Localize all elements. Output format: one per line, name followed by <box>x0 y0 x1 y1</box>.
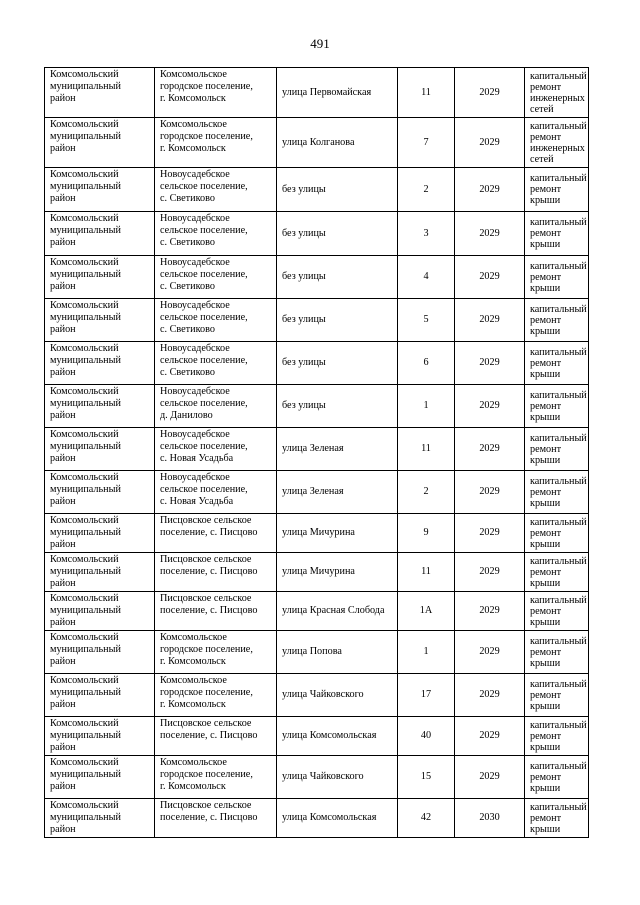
street-cell: без улицы <box>277 212 398 256</box>
house-number-cell: 11 <box>398 553 455 592</box>
year-cell: 2029 <box>455 553 525 592</box>
district-cell: Комсомольский муниципальный район <box>45 553 155 592</box>
house-number-cell: 5 <box>398 299 455 342</box>
street-cell: улица Комсомольская <box>277 799 398 838</box>
street-cell: улица Первомайская <box>277 68 398 118</box>
district-cell: Комсомольский муниципальный район <box>45 299 155 342</box>
year-cell: 2029 <box>455 118 525 168</box>
year-cell: 2029 <box>455 256 525 299</box>
settlement-cell: Комсомольское городское поселение, г. Комсомольск <box>155 756 277 799</box>
work-type-cell: капитальный ремонт крыши <box>525 514 589 553</box>
street-cell: без улицы <box>277 168 398 212</box>
table-row <box>45 471 589 514</box>
house-number-cell: 11 <box>398 68 455 118</box>
street-cell: улица Комсомольская <box>277 717 398 756</box>
work-type-cell: капитальный ремонт крыши <box>525 168 589 212</box>
settlement-cell: Писцовское сельское поселение, с. Писцово <box>155 514 277 553</box>
house-number-cell: 17 <box>398 674 455 717</box>
work-type-cell: капитальный ремонт крыши <box>525 471 589 514</box>
street-cell: без улицы <box>277 299 398 342</box>
settlement-cell: Новоусадебское сельское поселение, с. Светиково <box>155 342 277 385</box>
table-row <box>45 299 589 342</box>
district-cell: Комсомольский муниципальный район <box>45 674 155 717</box>
work-type-cell: капитальный ремонт крыши <box>525 342 589 385</box>
table-row <box>45 428 589 471</box>
street-cell: улица Мичурина <box>277 553 398 592</box>
settlement-cell: Комсомольское городское поселение, г. Комсомольск <box>155 68 277 118</box>
street-cell: без улицы <box>277 342 398 385</box>
work-type-cell: капитальный ремонт крыши <box>525 717 589 756</box>
table-row <box>45 342 589 385</box>
district-cell: Комсомольский муниципальный район <box>45 256 155 299</box>
settlement-cell: Новоусадебское сельское поселение, с. Светиково <box>155 299 277 342</box>
district-cell: Комсомольский муниципальный район <box>45 68 155 118</box>
street-cell: улица Мичурина <box>277 514 398 553</box>
street-cell: улица Зеленая <box>277 471 398 514</box>
settlement-cell: Комсомольское городское поселение, г. Комсомольск <box>155 118 277 168</box>
year-cell: 2029 <box>455 631 525 674</box>
table-row <box>45 212 589 256</box>
year-cell: 2029 <box>455 428 525 471</box>
table-row <box>45 256 589 299</box>
table-row <box>45 756 589 799</box>
settlement-cell: Писцовское сельское поселение, с. Писцово <box>155 799 277 838</box>
year-cell: 2029 <box>455 212 525 256</box>
house-number-cell: 42 <box>398 799 455 838</box>
table-row <box>45 674 589 717</box>
work-type-cell: капитальный ремонт крыши <box>525 256 589 299</box>
street-cell: без улицы <box>277 385 398 428</box>
registry-table <box>44 67 589 838</box>
year-cell: 2029 <box>455 514 525 553</box>
district-cell: Комсомольский муниципальный район <box>45 631 155 674</box>
registry-table-body <box>45 68 589 838</box>
table-row <box>45 717 589 756</box>
street-cell: улица Чайковского <box>277 756 398 799</box>
year-cell: 2029 <box>455 342 525 385</box>
house-number-cell: 4 <box>398 256 455 299</box>
year-cell: 2030 <box>455 799 525 838</box>
year-cell: 2029 <box>455 68 525 118</box>
work-type-cell: капитальный ремонт крыши <box>525 553 589 592</box>
settlement-cell: Писцовское сельское поселение, с. Писцово <box>155 717 277 756</box>
work-type-cell: капитальный ремонт крыши <box>525 212 589 256</box>
house-number-cell: 9 <box>398 514 455 553</box>
settlement-cell: Новоусадебское сельское поселение, с. Светиково <box>155 168 277 212</box>
year-cell: 2029 <box>455 756 525 799</box>
district-cell: Комсомольский муниципальный район <box>45 717 155 756</box>
table-row <box>45 799 589 838</box>
year-cell: 2029 <box>455 471 525 514</box>
district-cell: Комсомольский муниципальный район <box>45 514 155 553</box>
year-cell: 2029 <box>455 385 525 428</box>
work-type-cell: капитальный ремонт инженерных сетей <box>525 68 589 118</box>
table-row <box>45 553 589 592</box>
settlement-cell: Новоусадебское сельское поселение, с. Светиково <box>155 212 277 256</box>
district-cell: Комсомольский муниципальный район <box>45 212 155 256</box>
district-cell: Комсомольский муниципальный район <box>45 756 155 799</box>
work-type-cell: капитальный ремонт крыши <box>525 631 589 674</box>
settlement-cell: Писцовское сельское поселение, с. Писцово <box>155 553 277 592</box>
house-number-cell: 15 <box>398 756 455 799</box>
work-type-cell: капитальный ремонт крыши <box>525 756 589 799</box>
house-number-cell: 7 <box>398 118 455 168</box>
work-type-cell: капитальный ремонт крыши <box>525 428 589 471</box>
year-cell: 2029 <box>455 299 525 342</box>
table-row <box>45 514 589 553</box>
house-number-cell: 2 <box>398 168 455 212</box>
settlement-cell: Писцовское сельское поселение, с. Писцово <box>155 592 277 631</box>
house-number-cell: 1 <box>398 385 455 428</box>
settlement-cell: Новоусадебское сельское поселение, с. Новая Усадьба <box>155 428 277 471</box>
work-type-cell: капитальный ремонт крыши <box>525 799 589 838</box>
table-row <box>45 592 589 631</box>
page-number: 491 <box>310 36 330 51</box>
district-cell: Комсомольский муниципальный район <box>45 118 155 168</box>
district-cell: Комсомольский муниципальный район <box>45 471 155 514</box>
street-cell: улица Чайковского <box>277 674 398 717</box>
house-number-cell: 1 <box>398 631 455 674</box>
house-number-cell: 3 <box>398 212 455 256</box>
district-cell: Комсомольский муниципальный район <box>45 168 155 212</box>
street-cell: улица Колганова <box>277 118 398 168</box>
street-cell: улица Зеленая <box>277 428 398 471</box>
house-number-cell: 2 <box>398 471 455 514</box>
street-cell: без улицы <box>277 256 398 299</box>
table-row <box>45 385 589 428</box>
district-cell: Комсомольский муниципальный район <box>45 385 155 428</box>
settlement-cell: Комсомольское городское поселение, г. Комсомольск <box>155 674 277 717</box>
district-cell: Комсомольский муниципальный район <box>45 592 155 631</box>
street-cell: улица Красная Слобода <box>277 592 398 631</box>
district-cell: Комсомольский муниципальный район <box>45 428 155 471</box>
work-type-cell: капитальный ремонт инженерных сетей <box>525 118 589 168</box>
table-row <box>45 168 589 212</box>
work-type-cell: капитальный ремонт крыши <box>525 299 589 342</box>
house-number-cell: 1А <box>398 592 455 631</box>
year-cell: 2029 <box>455 168 525 212</box>
settlement-cell: Новоусадебское сельское поселение, с. Светиково <box>155 256 277 299</box>
year-cell: 2029 <box>455 592 525 631</box>
settlement-cell: Комсомольское городское поселение, г. Комсомольск <box>155 631 277 674</box>
table-row <box>45 118 589 168</box>
work-type-cell: капитальный ремонт крыши <box>525 592 589 631</box>
settlement-cell: Новоусадебское сельское поселение, д. Данилово <box>155 385 277 428</box>
work-type-cell: капитальный ремонт крыши <box>525 385 589 428</box>
house-number-cell: 11 <box>398 428 455 471</box>
house-number-cell: 40 <box>398 717 455 756</box>
district-cell: Комсомольский муниципальный район <box>45 799 155 838</box>
year-cell: 2029 <box>455 674 525 717</box>
street-cell: улица Попова <box>277 631 398 674</box>
district-cell: Комсомольский муниципальный район <box>45 342 155 385</box>
year-cell: 2029 <box>455 717 525 756</box>
work-type-cell: капитальный ремонт крыши <box>525 674 589 717</box>
settlement-cell: Новоусадебское сельское поселение, с. Новая Усадьба <box>155 471 277 514</box>
house-number-cell: 6 <box>398 342 455 385</box>
table-row <box>45 631 589 674</box>
table-row <box>45 68 589 118</box>
